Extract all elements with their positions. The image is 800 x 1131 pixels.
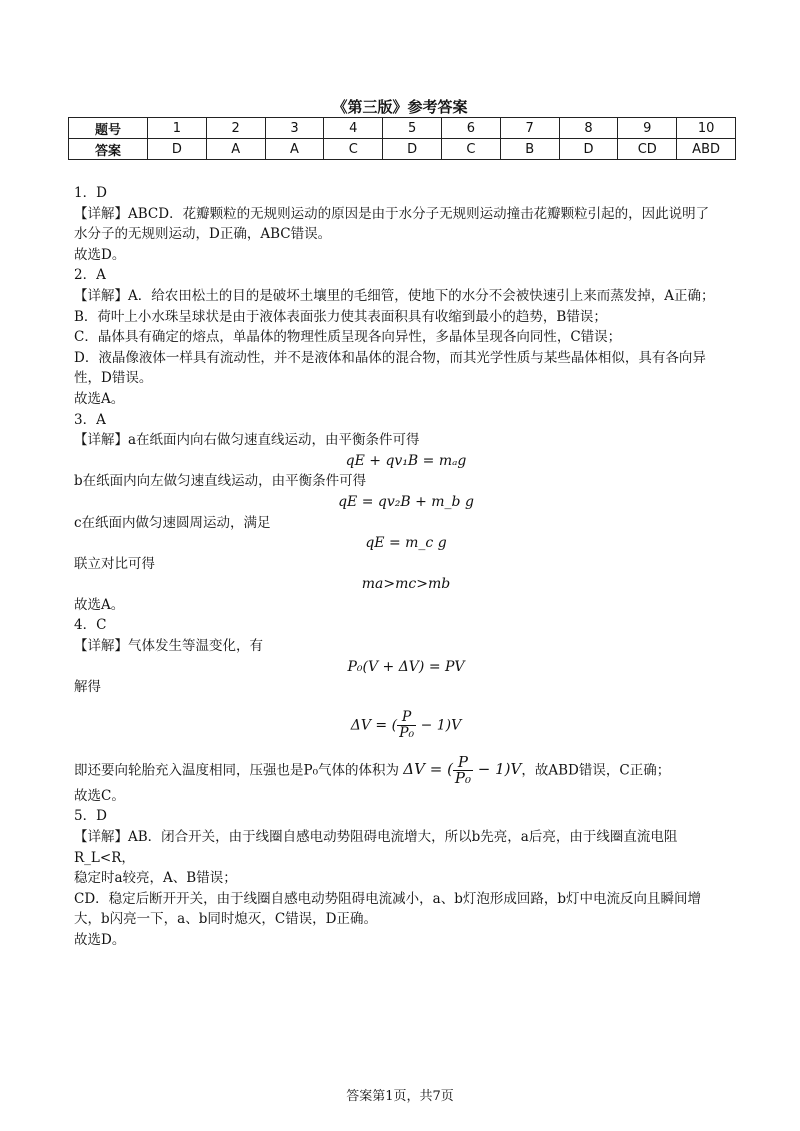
table-row-numbers <box>69 118 736 139</box>
table-cell: 7 <box>500 118 559 139</box>
table-cell: A <box>206 139 265 160</box>
q4-equation-isothermal: P₀(V + ΔV) = PV <box>347 658 465 675</box>
answer-explanations <box>74 183 738 951</box>
table-cell: A <box>265 139 324 160</box>
fraction-denominator: P₀ <box>454 768 472 787</box>
q2-detail-line: C．晶体具有确定的熔点，单晶体的物理性质呈现各向异性，多晶体呈现各向同性，C错误； <box>74 329 622 346</box>
eq-right: − 1)V <box>416 717 462 734</box>
q3-detail-line: c在纸面内做匀速圆周运动，满足 <box>74 514 271 531</box>
q4-inline-equation <box>403 752 522 787</box>
table-cell: 8 <box>559 118 618 139</box>
table-cell: D <box>148 139 207 160</box>
eq-left: ΔV = ( <box>350 717 398 734</box>
q2-detail-line: 性，D错误。 <box>74 370 153 387</box>
q5-detail-line: 【详解】AB．闭合开关，由于线圈自感电动势阻碍电流增大，所以b先亮，a后亮，由于线圈直流电阻R_L<R， <box>74 829 678 866</box>
table-cell: 6 <box>441 118 500 139</box>
q5-heading: 5．D <box>74 808 107 825</box>
q3-equation-c: qE = m_c g <box>365 535 447 552</box>
table-cell: 2 <box>206 118 265 139</box>
eq-right: − 1)V <box>473 760 522 779</box>
q2-detail-line: D．液晶像液体一样具有流动性，并不是液体和晶体的混合物，而其光学性质与某些晶体相似，具有各向异 <box>74 349 706 366</box>
q4-text-a: 即还要向轮胎充入温度相同，压强也是P₀气体的体积为 <box>74 762 399 779</box>
q4-equation-solution <box>74 710 738 741</box>
q4-detail-line: 解得 <box>74 679 101 696</box>
q1-detail-line: 水分子的无规则运动，D正确，ABC错误。 <box>74 226 332 243</box>
q3-equation-b: qE = qv₂B + m_b g <box>338 493 474 510</box>
q1-conclusion: 故选D。 <box>74 246 126 263</box>
q4-heading: 4．C <box>74 617 107 634</box>
q5-detail-line: 稳定时a较亮，A、B错误； <box>74 870 237 887</box>
table-cell: CD <box>618 139 677 160</box>
q5-conclusion: 故选D。 <box>74 932 126 948</box>
table-header-answer: 答案 <box>69 139 148 160</box>
table-cell: 9 <box>618 118 677 139</box>
table-cell: D <box>559 139 618 160</box>
fraction-numerator: P <box>397 710 416 726</box>
table-cell: C <box>324 139 383 160</box>
table-cell: C <box>441 139 500 160</box>
table-row-answers <box>69 139 736 160</box>
q4-detail-line: 【详解】气体发生等温变化，有 <box>74 638 263 655</box>
page-footer: 答案第1页，共7页 <box>346 1089 454 1104</box>
q5-detail-line: CD．稳定后断开开关，由于线圈自感电动势阻碍电流减小，a、b灯泡形成回路，b灯中电流反向且瞬间增 <box>74 890 701 907</box>
table-cell: D <box>383 139 442 160</box>
q3-equation-a: qE + qv₁B = mₐg <box>345 452 467 469</box>
q2-detail-line: 【详解】A．给农田松土的目的是破坏土壤里的毛细管，使地下的水分不会被快速引上来而蒸发掉，A正确； <box>74 287 715 304</box>
table-cell: 5 <box>383 118 442 139</box>
fraction <box>397 710 416 741</box>
q1-heading: 1．D <box>74 185 107 201</box>
q3-detail-line: 联立对比可得 <box>74 555 155 572</box>
q5-detail-line: 大，b闪亮一下，a、b同时熄灭，C错误，D正确。 <box>74 911 377 928</box>
q2-detail-line: B．荷叶上小水珠呈球状是由于液体表面张力使其表面积具有收缩到最小的趋势，B错误； <box>74 308 607 325</box>
table-cell: 3 <box>265 118 324 139</box>
q2-conclusion: 故选A。 <box>74 390 125 407</box>
q3-heading: 3．A <box>74 411 106 428</box>
q4-conclusion: 故选C。 <box>74 787 125 804</box>
eq-left: ΔV = ( <box>403 760 453 779</box>
q3-conclusion: 故选A。 <box>74 596 125 613</box>
q3-detail-line: 【详解】a在纸面内向右做匀速直线运动，由平衡条件可得 <box>74 432 420 449</box>
table-cell: B <box>500 139 559 160</box>
table-cell: 4 <box>324 118 383 139</box>
q3-mass-comparison: ma>mc>mb <box>361 576 451 593</box>
fraction-denominator: P₀ <box>399 724 415 741</box>
answer-table <box>68 117 736 160</box>
table-cell: 1 <box>148 118 207 139</box>
table-cell: 10 <box>677 118 736 139</box>
fraction <box>453 752 473 787</box>
q2-heading: 2．A <box>74 267 106 284</box>
document-title: 《第三版》参考答案 <box>332 98 468 116</box>
table-cell: ABD <box>677 139 736 160</box>
q1-detail-line: 【详解】ABCD．花瓣颗粒的无规则运动的原因是由于水分子无规则运动撞击花瓣颗粒引起的，因此说明了 <box>74 205 710 222</box>
fraction-numerator: P <box>453 755 473 771</box>
q4-detail-line <box>74 752 738 787</box>
q3-detail-line: b在纸面内向左做匀速直线运动，由平衡条件可得 <box>74 473 367 490</box>
table-header-number: 题号 <box>69 118 148 139</box>
q4-text-b: ，故ABD错误，C正确； <box>521 762 671 779</box>
